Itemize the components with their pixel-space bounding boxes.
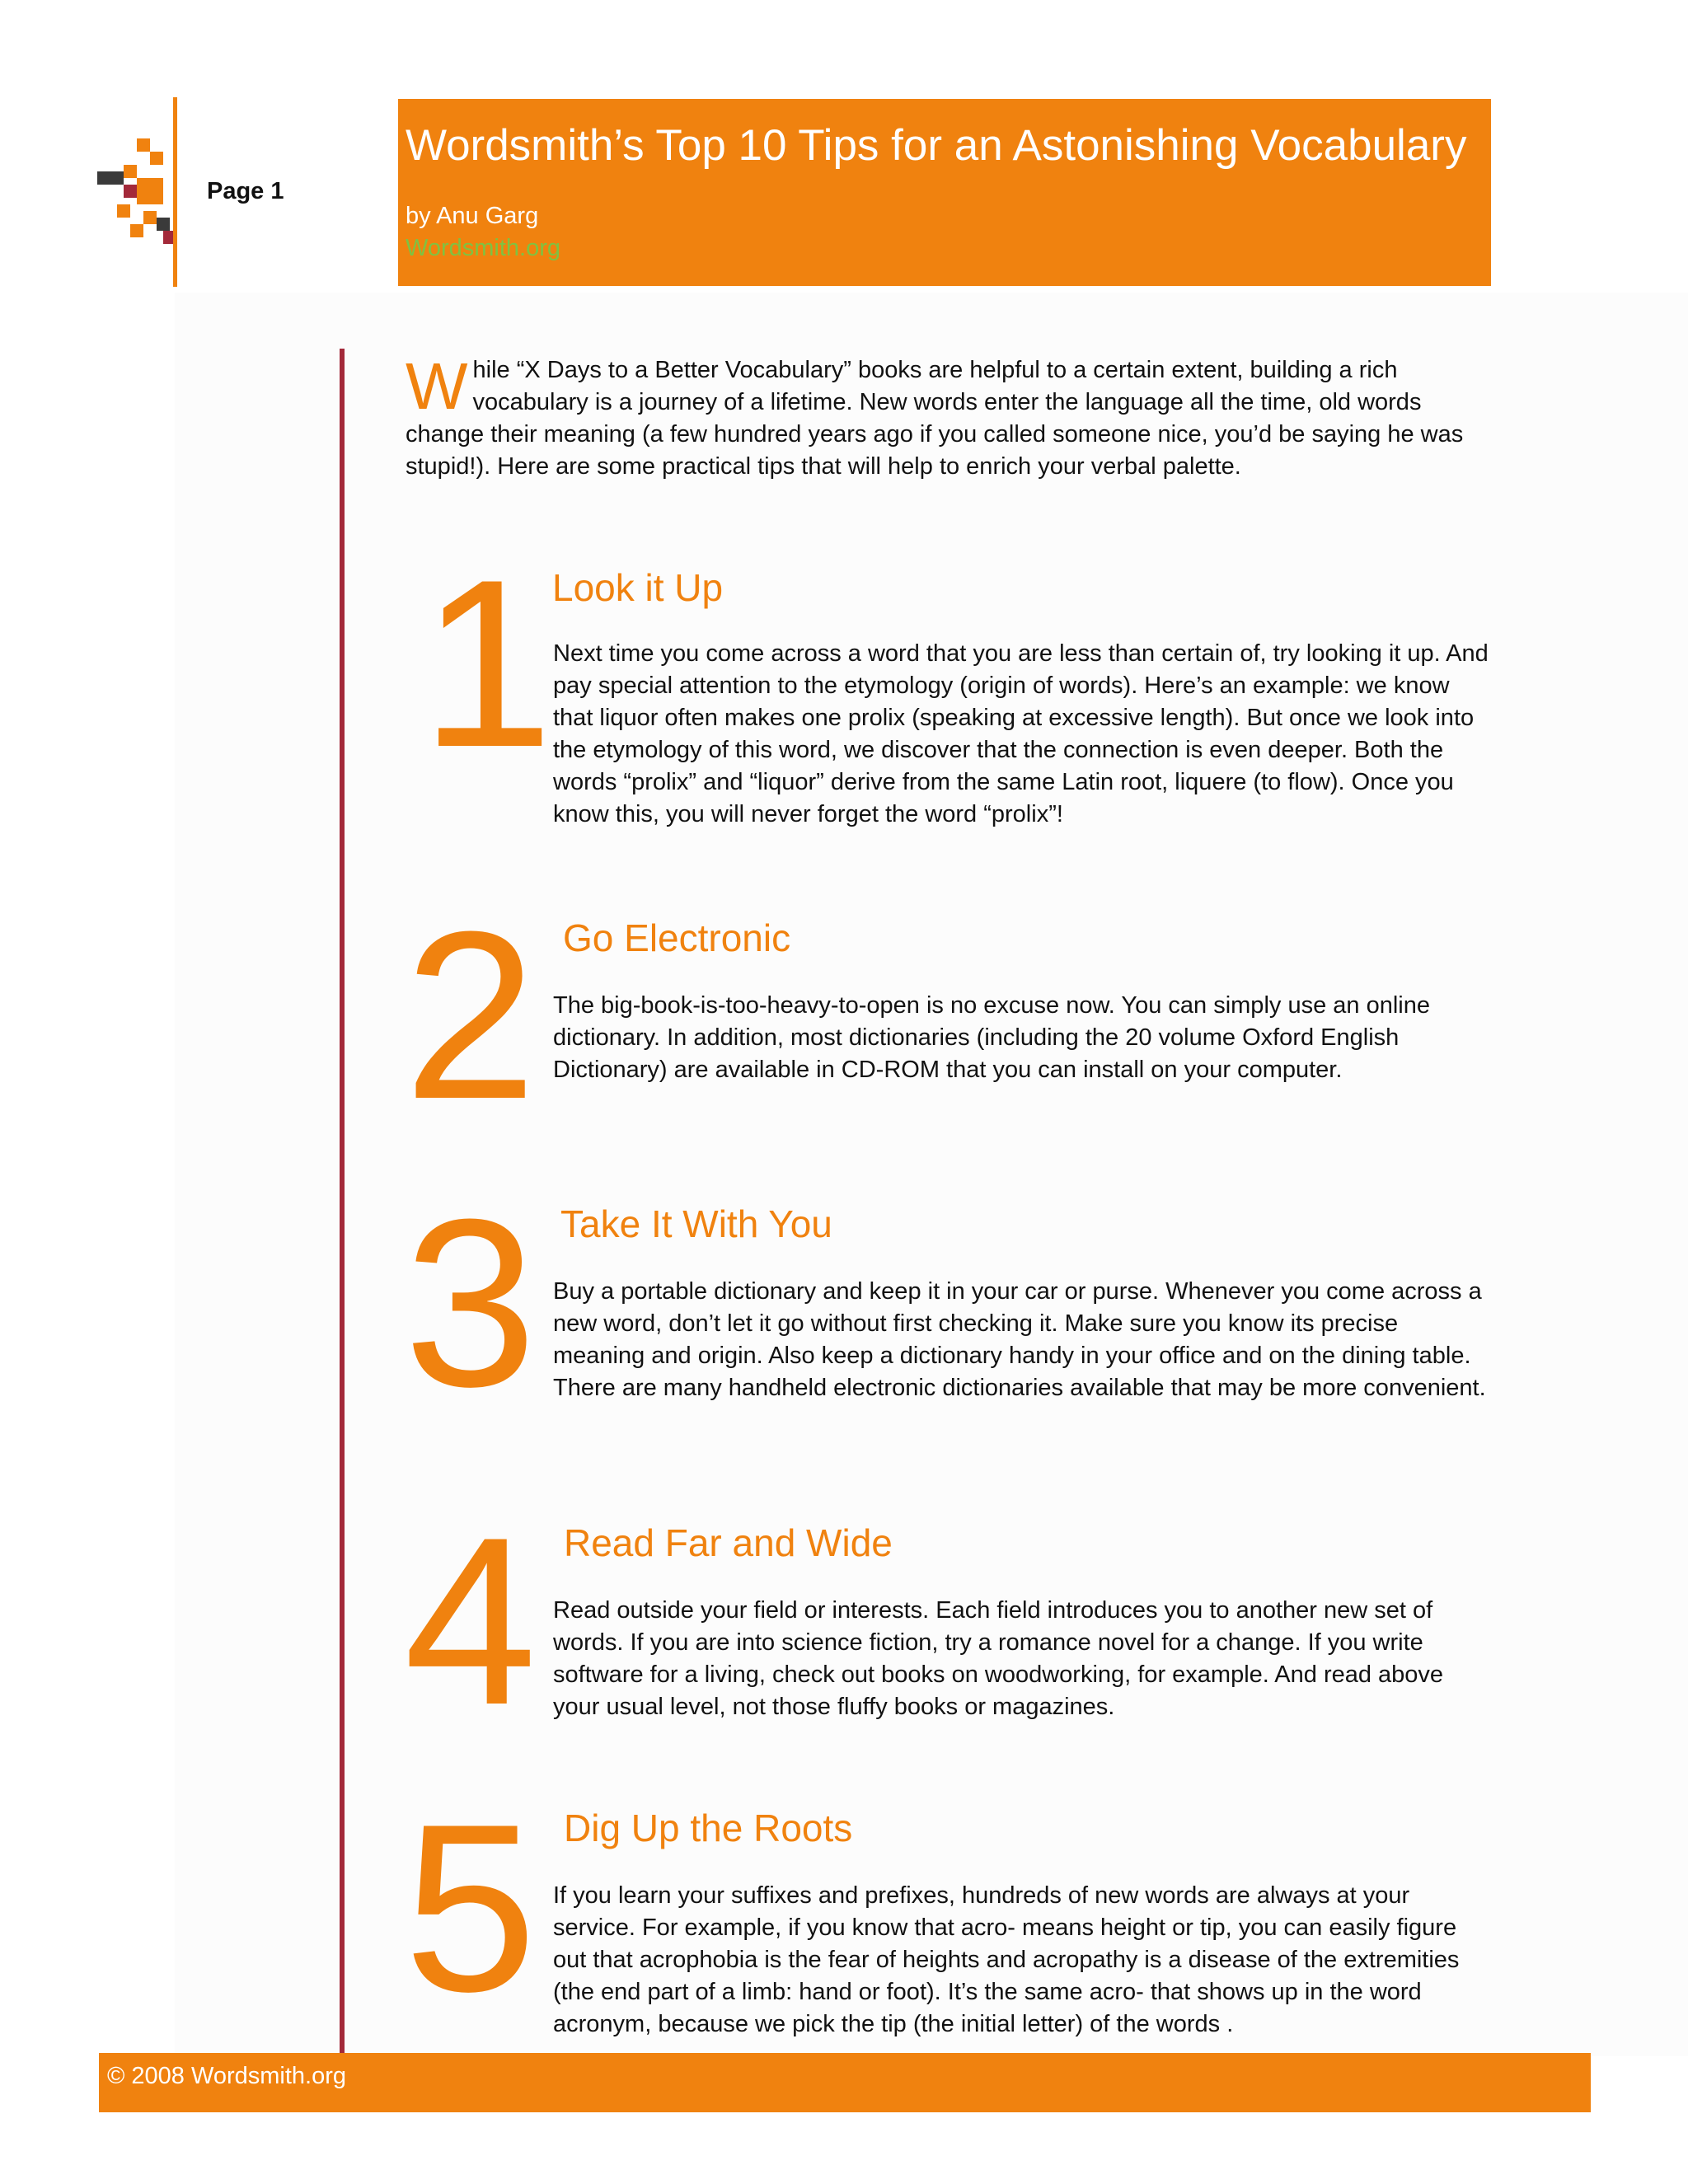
tip-2-body: The big-book-is-too-heavy-to-open is no excuse now. You can simply use an online dictionary. In addition, most dictionaries (including the 20 volume Oxford English Dictionary) are available in CD-ROM that you can install on your computer. (553, 992, 1430, 1083)
intro-text: hile “X Days to a Better Vocabulary” books are helpful to a certain extent, building a rich vocabulary is a journey of a lifetime. New words enter the language all the time, old words change their meaning (a few hundred years ago if you called someone nice, you’d be saying he was stupid!). Here are some practical tips that will help to enrich your verbal palette. (406, 357, 1464, 480)
tip-1-body: Next time you come across a word that you are less than certain of, try looking it up. And pay special attention to the etymology (origin of words). Here’s an example: we know that liquor often makes one prolix (speaking at excessive length). But once we look into the etymology of this word, we discover that the connection is even deeper. Both the words “prolix” and “liquor” derive from the same Latin root, liquere (to flow). Once you know this, you will never forget the word “prolix”! (553, 640, 1489, 827)
copyright-notice: © 2008 Wordsmith.org (107, 2063, 347, 2089)
author-byline: by Anu Garg (406, 203, 539, 229)
site-link[interactable]: Wordsmith.org (406, 235, 561, 261)
tip-3-body: Buy a portable dictionary and keep it in your car or purse. Whenever you come across a new word, don’t let it go without first checking it. Make sure you know its precise meaning and origin. Also keep a dictionary handy in your office and on the dining table. There are many handheld electronic dictionaries available that may be more convenient. (553, 1278, 1486, 1401)
pixel-logo (97, 138, 180, 254)
tip-4-title: Read Far and Wide (564, 1521, 893, 1564)
tip-5-body: If you learn your suffixes and prefixes, hundreds of new words are always at your service. For example, if you know that acro- means height or tip, you can easily figure out that acrophobia is the fear of heights and acropathy is a disease of the extremities (the end part of a limb: hand or foot). It’s the same acro- that shows up in the word acronym, because we pick the tip (the initial letter) of the words . (553, 1882, 1460, 2037)
tip-4-body: Read outside your field or interests. Each field introduces you to another new set of words. If you are into science fiction, try a romance novel for a change. If you write software for a living, check out books on woodworking, for example. And read above your usual level, not those fluffy books or magazines. (553, 1597, 1444, 1720)
intro-paragraph (406, 349, 1493, 483)
tip-4-number: 4 (404, 1488, 537, 1755)
page-label: Page 1 (207, 178, 284, 204)
logo-divider (173, 97, 177, 287)
tip-3-title: Take It With You (560, 1202, 832, 1245)
tip-5-title: Dig Up the Roots (564, 1807, 853, 1849)
accent-rule (340, 349, 345, 2056)
tip-1-number: 1 (420, 530, 554, 797)
tip-3-number: 3 (404, 1169, 537, 1436)
tip-2-number: 2 (404, 882, 537, 1149)
tip-5-number: 5 (404, 1774, 537, 2041)
tip-1-title: Look it Up (552, 566, 724, 609)
page-background (175, 293, 1688, 2056)
tip-2-title: Go Electronic (563, 916, 791, 959)
document-title: Wordsmith’s Top 10 Tips for an Astonishing Vocabulary (406, 121, 1467, 170)
drop-cap: W (406, 349, 468, 423)
